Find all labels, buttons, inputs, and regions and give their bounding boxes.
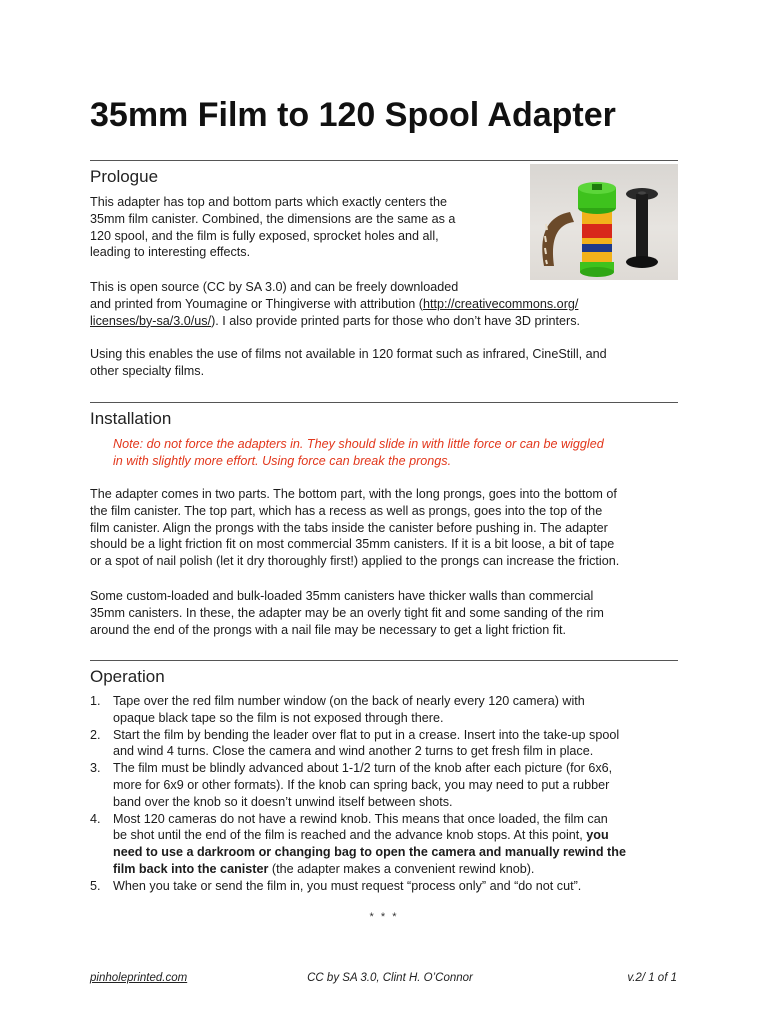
list-item-number: 3. bbox=[90, 761, 101, 776]
text-line: should be a light friction fit on most commercial 35mm canisters. If it is a bit loose, a bit of tape bbox=[90, 537, 615, 552]
text-line: This is open source (CC by SA 3.0) and can be freely downloaded bbox=[90, 280, 459, 294]
bold-emphasis: you bbox=[586, 828, 609, 843]
adapter-photo bbox=[530, 164, 678, 280]
text-line: leading to interesting effects. bbox=[90, 245, 251, 260]
film-leader bbox=[542, 212, 574, 266]
spool-bottom-flange bbox=[626, 256, 658, 268]
list-item-number: 5. bbox=[90, 878, 101, 893]
prologue-paragraph-2 bbox=[90, 279, 690, 329]
footer-license: CC by SA 3.0, Clint H. O’Connor bbox=[307, 972, 473, 984]
footer-website-link[interactable]: pinholeprinted.com bbox=[90, 972, 188, 984]
canister-label bbox=[582, 224, 612, 238]
list-item bbox=[90, 811, 682, 878]
text-line: (the adapter makes a convenient rewind knob). bbox=[268, 861, 535, 876]
prologue-paragraph-3 bbox=[90, 346, 690, 380]
spool-core bbox=[636, 194, 648, 262]
section-separator: * * * bbox=[369, 911, 399, 923]
text-line: The adapter comes in two parts. The bottom part, with the long prongs, goes into the bottom of bbox=[90, 487, 617, 501]
text-line: more for 6x9 or other formats). If the knob can spring back, you may need to put a rubber bbox=[113, 777, 610, 792]
text-line: 120 spool, and the film is fully exposed, sprocket holes and all, bbox=[90, 228, 439, 243]
text-line: ). I also provide printed parts for those who don’t have 3D printers. bbox=[211, 313, 581, 328]
installation-warning-note bbox=[113, 436, 673, 470]
footer-page-number: v.2/ 1 of 1 bbox=[627, 972, 677, 984]
list-item bbox=[90, 878, 682, 895]
section-divider bbox=[90, 660, 678, 661]
list-item bbox=[90, 760, 682, 810]
text-line: Start the film by bending the leader over flat to put in a crease. Insert into the take-up spool bbox=[113, 727, 620, 742]
bold-emphasis: need to use a darkroom or changing bag to open the camera and manually rewind the bbox=[113, 845, 626, 860]
text-line: or a spot of nail polish (let it dry thoroughly first!) applied to the prongs can increase the friction. bbox=[90, 554, 620, 569]
adapter-photo-illustration bbox=[530, 164, 678, 280]
text-line: Tape over the red film number window (on the back of nearly every 120 camera) with bbox=[113, 694, 585, 708]
operation-steps-list bbox=[90, 693, 682, 895]
text-line: 35mm canisters. In these, the adapter may be an overly tight fit and some sanding of the rim bbox=[90, 605, 604, 620]
section-divider bbox=[90, 160, 678, 161]
text-line: This adapter has top and bottom parts which exactly centers the bbox=[90, 195, 448, 209]
text-line: Note: do not force the adapters in. They should slide in with little force or can be wiggled bbox=[113, 437, 604, 451]
list-item bbox=[90, 727, 682, 761]
top-adapter-slot bbox=[592, 184, 602, 190]
text-line: When you take or send the film in, you must request “process only” and “do not cut”. bbox=[113, 878, 582, 893]
installation-paragraph-2 bbox=[90, 588, 690, 638]
text-line: Using this enables the use of films not available in 120 format such as infrared, CineStill, and bbox=[90, 347, 607, 361]
bold-emphasis: film back into the canister bbox=[113, 861, 269, 876]
list-item-number: 4. bbox=[90, 811, 101, 826]
bottom-adapter-rim bbox=[580, 267, 614, 277]
text-line: The film must be blindly advanced about 1-1/2 turn of the knob after each picture (for 6x6, bbox=[113, 761, 613, 776]
spool-slot bbox=[638, 191, 646, 194]
section-heading-prologue: Prologue bbox=[90, 167, 159, 186]
text-line: Some custom-loaded and bulk-loaded 35mm canisters have thicker walls than commercial bbox=[90, 589, 594, 603]
text-line: the film canister. The top part, which has a recess as well as prongs, goes into the top of the bbox=[90, 503, 603, 518]
list-item-number: 2. bbox=[90, 727, 101, 742]
list-item bbox=[90, 693, 682, 727]
document-title: 35mm Film to 120 Spool Adapter bbox=[90, 96, 616, 134]
text-line: band over the knob so it doesn’t unwind itself between shots. bbox=[113, 794, 453, 809]
section-divider bbox=[90, 402, 678, 403]
text-line: and printed from Youmagine or Thingiverse with attribution ( bbox=[90, 296, 423, 311]
text-line: other specialty films. bbox=[90, 363, 205, 378]
creative-commons-link[interactable]: http://creativecommons.org/ bbox=[423, 296, 579, 311]
section-heading-installation: Installation bbox=[90, 409, 172, 428]
text-line: in with slightly more effort. Using force can break the prongs. bbox=[113, 453, 452, 468]
section-heading-operation: Operation bbox=[90, 667, 165, 686]
text-line: opaque black tape so the film is not exposed through there. bbox=[113, 710, 444, 725]
text-line: be shot until the end of the film is reached and the advance knob stops. At this point, bbox=[113, 828, 587, 843]
text-line: around the end of the prongs with a nail file may be necessary to get a light friction fit. bbox=[90, 622, 567, 637]
installation-paragraph-1 bbox=[90, 486, 690, 570]
canister-stripe bbox=[582, 244, 612, 252]
text-line: and wind 4 turns. Close the camera and wind another 2 turns to get fresh film in place. bbox=[113, 744, 594, 759]
text-line: 35mm film canister. Combined, the dimensions are the same as a bbox=[90, 211, 456, 226]
prologue-paragraph-1 bbox=[90, 194, 520, 261]
text-line: Most 120 cameras do not have a rewind knob. This means that once loaded, the film can bbox=[113, 811, 608, 826]
text-line: film canister. Align the prongs with the tabs inside the canister before pushing in. The adapter bbox=[90, 520, 608, 535]
list-item-number: 1. bbox=[90, 694, 101, 708]
creative-commons-link-continued[interactable]: licenses/by-sa/3.0/us/ bbox=[90, 313, 212, 328]
